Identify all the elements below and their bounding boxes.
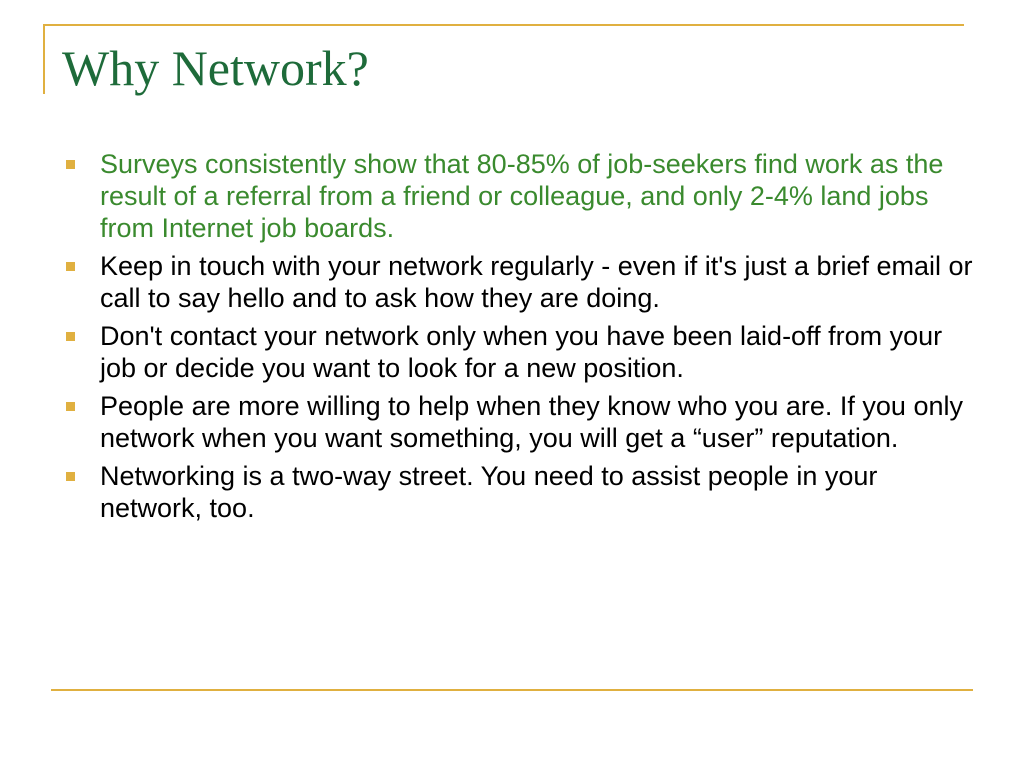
frame-bottom-rule [51,689,973,691]
square-bullet-icon [66,160,75,169]
bullet-item-dont-contact [62,320,977,384]
bullet-item-keep-in-touch [62,250,977,314]
frame-top-rule [43,24,964,26]
bullet-item-willing-to-help [62,390,977,454]
bullet-item-surveys [62,148,977,244]
bullet-text: Networking is a two-way street. You need to assist people in your network, too. [100,461,878,523]
square-bullet-icon [66,332,75,341]
square-bullet-icon [66,402,75,411]
square-bullet-icon [66,262,75,271]
frame-left-rule [43,24,45,94]
bullet-list [62,148,977,530]
bullet-text: People are more willing to help when they know who you are. If you only network when you want something, you will get a “user” reputation. [100,391,963,453]
slide-title: Why Network? [62,40,369,96]
bullet-item-two-way-street [62,460,977,524]
bullet-text: Don't contact your network only when you have been laid-off from your job or decide you want to look for a new position. [100,321,943,383]
bullet-text: Surveys consistently show that 80-85% of job-seekers find work as the result of a referral from a friend or colleague, and only 2-4% land jobs from Internet job boards. [100,149,944,243]
square-bullet-icon [66,472,75,481]
bullet-text: Keep in touch with your network regularly - even if it's just a brief email or call to say hello and to ask how they are doing. [100,251,973,313]
